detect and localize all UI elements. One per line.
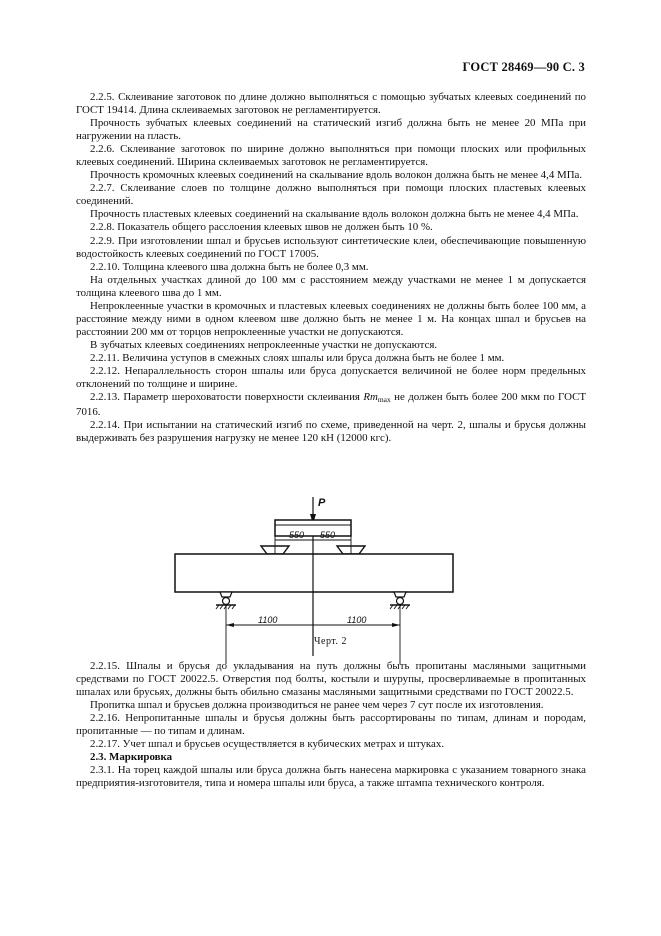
roughness-subscript: max <box>377 395 391 405</box>
paragraph: Прочность зубчатых клеевых соединений на статический изгиб должна быть не менее 20 МПа при нагружении на пласть. <box>76 117 586 143</box>
upper-dim-right: 550 <box>320 530 336 540</box>
paragraph-2-2-11: 2.2.11. Величина уступов в смежных слоях шпалы или бруса должна быть не более 1 мм. <box>90 351 505 364</box>
lower-dim-right: 1100 <box>347 615 367 625</box>
paragraph-2-2-5: 2.2.5. Склеивание заготовок по длине должно выполняться с помощью зубчатых клеевых соединений по ГОСТ 19414. Длина склеиваемых заготовок не регламентируется. <box>76 91 586 117</box>
paragraph: Прочность пластевых клеевых соединений на скалывание вдоль волокон должна быть не менее 4,4 МПа. <box>90 208 579 221</box>
sleeper-beam <box>175 554 453 592</box>
support-left <box>216 592 236 664</box>
paragraph-2-2-10: 2.2.10. Толщина клеевого шва должна быть не более 0,3 мм. <box>90 260 369 273</box>
paragraph: Прочность кромочных клеевых соединений на скалывание вдоль волокон должна быть не менее 4,4 МПа. <box>90 169 583 182</box>
paragraph: Непроклеенные участки в кромочных и пластевых клеевых соединениях не должны быть более 100 мм, а расстояние между ними в одном клеевом шве должно быть не менее 1 м. На концах шпал и брусьев на расстоянии 200 мм от торцов непроклеенные участки не допускаются. <box>76 299 586 338</box>
body-text-top <box>76 91 586 445</box>
paragraph-2-2-9: 2.2.9. При изготовлении шпал и брусьев используют синтетические клеи, обеспечивающие повышенную водостойкость клеевых соединений по ГОСТ 17005. <box>76 234 586 260</box>
paragraph: В зубчатых клеевых соединениях непроклеенные участки не допускаются. <box>90 338 438 351</box>
paragraph-2-2-13: 2.2.13. Параметр шероховатости поверхности склеивания $Rm_{max}$ не должен быть более 200 мкм по ГОСТ 7016. <box>76 391 586 419</box>
load-label: P <box>318 497 326 509</box>
paragraph-2-2-7: 2.2.7. Склеивание слоев по толщине должно выполняться при помощи плоских пластевых клеевых соединений. <box>76 182 586 208</box>
paragraph: Пропитка шпал и брусьев должна производиться не ранее чем через 7 сут после их изготовления. <box>90 699 544 712</box>
lower-dim-left: 1100 <box>258 615 278 625</box>
paragraph-2-2-17: 2.2.17. Учет шпал и брусьев осуществляется в кубических метрах и штуках. <box>90 738 445 751</box>
roughness-symbol: Rm <box>363 391 378 404</box>
paragraph-2-2-14: 2.2.14. При испытании на статический изгиб по схеме, приведенной на черт. 2, шпалы и брусья должны выдерживать без разрушения нагрузку не менее 120 кН (12000 кгс). <box>76 419 586 445</box>
figure-caption: Черт. 2 <box>314 636 347 647</box>
loading-beam <box>275 520 351 536</box>
paragraph-2-2-15: 2.2.15. Шпалы и брусья до укладывания на путь должны быть пропитаны масляными защитными средствами по ГОСТ 20022.5. Отверстия под болты, костыли и шурупы, просверливаемые в пропитанных шпалах или брусьях, должны быть обильно смазаны масляными защитными средствами по ГОСТ 20022.5. <box>76 660 586 699</box>
page-header: ГОСТ 28469—90 С. 3 <box>462 60 585 74</box>
support-right <box>390 592 410 664</box>
paragraph: На отдельных участках длиной до 100 мм с расстоянием между участками не менее 1 м допускается толщина клеевого шва до 1 мм. <box>76 273 586 299</box>
paragraph-2-3-1: 2.3.1. На торец каждой шпалы или бруса должна быть нанесена маркировка с указанием товарного знака предприятия-изготовителя, типа и номера шпалы или бруса, а также штампа технического контроля. <box>76 764 586 790</box>
section-heading: 2.3. Маркировка <box>90 751 173 764</box>
upper-dim-left: 550 <box>289 530 305 540</box>
paragraph-2-2-16: 2.2.16. Непропитанные шпалы и брусья должны быть рассортированы по типам, длинам и породам, пропитанные — по типам и длинам. <box>76 712 586 738</box>
body-text-bottom <box>76 660 586 790</box>
paragraph-2-2-12: 2.2.12. Непараллельность сторон шпалы или бруса допускается величиной не более норм предельных отклонений по толщине и ширине. <box>76 364 586 391</box>
paragraph-2-2-6: 2.2.6. Склеивание заготовок по ширине должно выполняться при помощи плоских или профильных клеевых соединений. Ширина склеиваемых заготовок не регламентируется. <box>76 143 586 169</box>
paragraph-2-2-8: 2.2.8. Показатель общего расслоения клеевых швов не должен быть 10 %. <box>90 221 433 234</box>
